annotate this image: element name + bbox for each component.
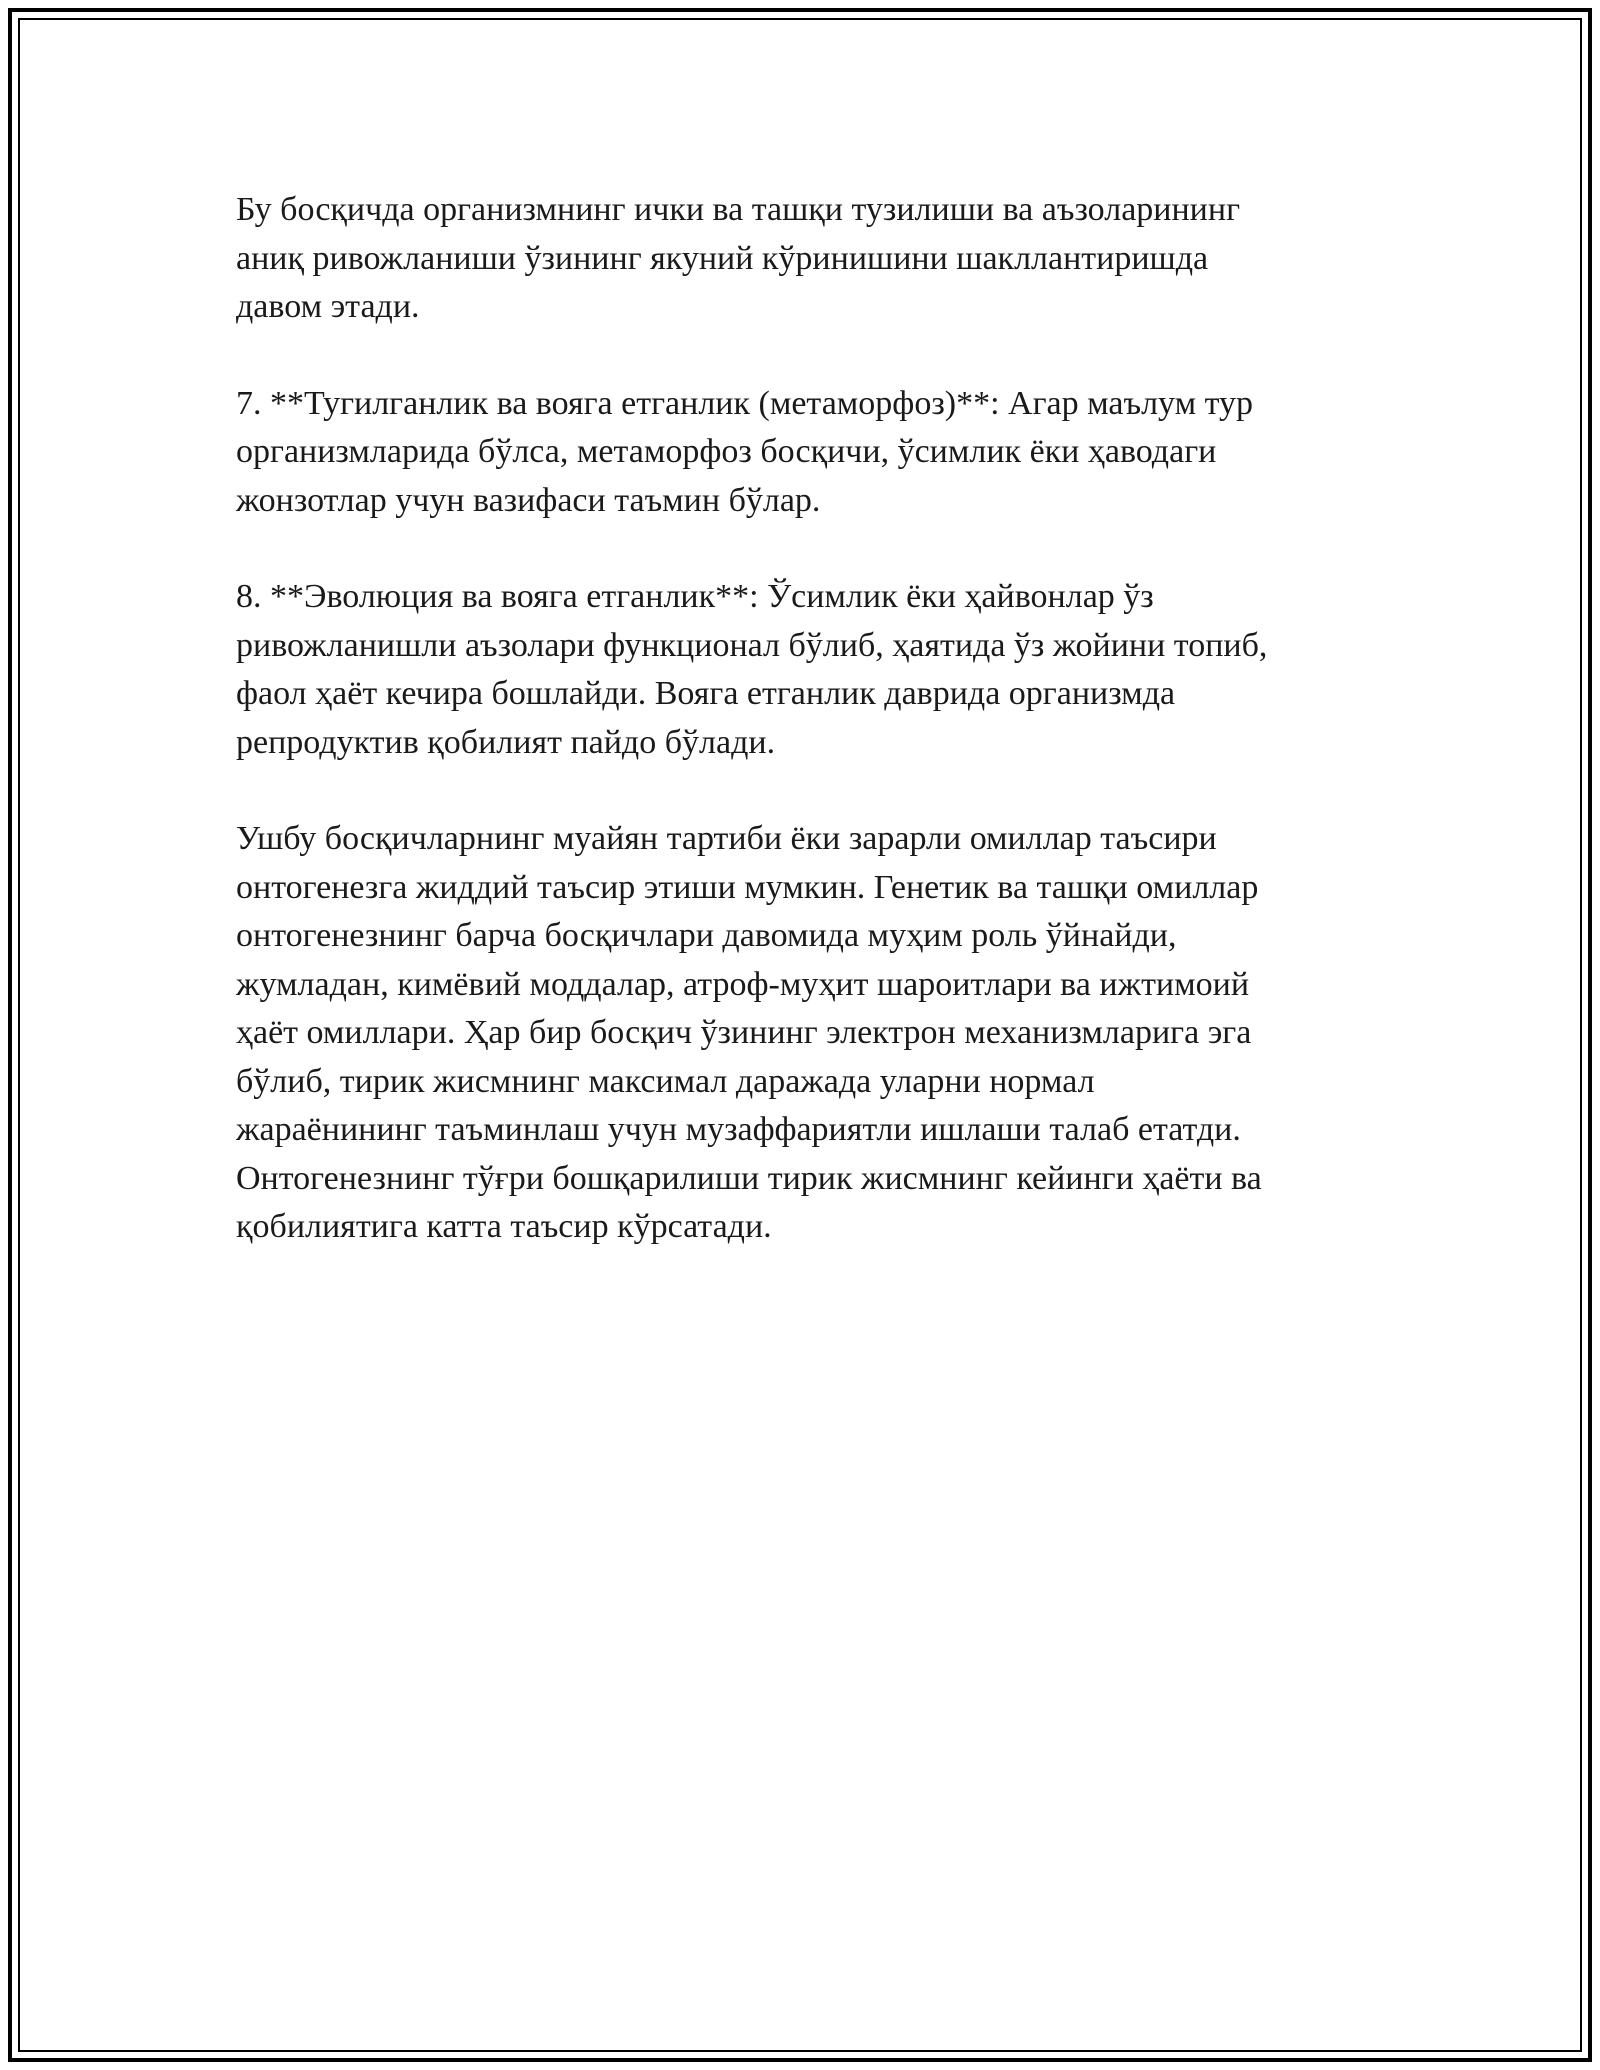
text-line: Ушбу босқичларнинг муайян тартиби ёки зарарли омиллар таъсири: [236, 820, 1217, 857]
text-line: онтогенезнинг барча босқичлари давомида муҳим роль ўйнайди,: [236, 917, 1177, 954]
document-body: [236, 186, 1366, 1300]
text-line: онтогенезга жиддий таъсир этиши мумкин. Генетик ва ташқи омиллар: [236, 868, 1259, 906]
paragraph-4-conclusion: [236, 815, 1366, 1252]
text-line: жараёнининг таъминлаш учун музаффариятли ишлаши талаб етатди.: [236, 1111, 1241, 1148]
text-line: 7. **Тугилганлик ва вояга етганлик (метаморфоз)**: Агар маълум тур: [236, 384, 1254, 422]
text-line: жонзотлар учун вазифаси таъмин бўлар.: [236, 481, 821, 519]
text-line: қобилиятига катта таъсир кўрсатади.: [236, 1208, 772, 1245]
text-line: ҳаёт омиллари. Ҳар бир босқич ўзининг электрон механизмларига эга: [236, 1014, 1252, 1051]
text-line: 8. **Эволюция ва вояга етганлик**: Ўсимлик ёки ҳайвонлар ўз: [236, 578, 1154, 615]
text-line: фаол ҳаёт кечира бошлайди. Вояга етганлик даврида организмда: [236, 675, 1176, 712]
text-line: жумладан, кимёвий моддалар, атроф-муҳит шароитлари ва ижтимоий: [236, 965, 1250, 1003]
text-line: ривожланишли аъзолари функционал бўлиб, ҳаятида ўз жойини топиб,: [236, 626, 1268, 664]
text-line: аниқ ривожланиши ўзининг якуний кўринишини шакллантиришда: [236, 239, 1209, 277]
text-line: Бу босқичда организмнинг ички ва ташқи тузилиши ва аъзоларининг: [236, 191, 1241, 228]
text-line: бўлиб, тирик жисмнинг максимал даражада уларни нормал: [236, 1062, 1095, 1100]
text-line: организмларида бўлса, метаморфоз босқичи, ўсимлик ёки ҳаводаги: [236, 433, 1217, 470]
paragraph-3-evolution: [236, 573, 1366, 767]
text-line: репродуктив қобилият пайдо бўлади.: [236, 723, 776, 761]
text-line: давом этади.: [236, 288, 420, 325]
paragraph-1: [236, 186, 1366, 332]
paragraph-2-metamorphosis: [236, 380, 1366, 526]
text-line: Онтогенезнинг тўғри бошқарилиши тирик жисмнинг кейинги ҳаёти ва: [236, 1159, 1262, 1197]
